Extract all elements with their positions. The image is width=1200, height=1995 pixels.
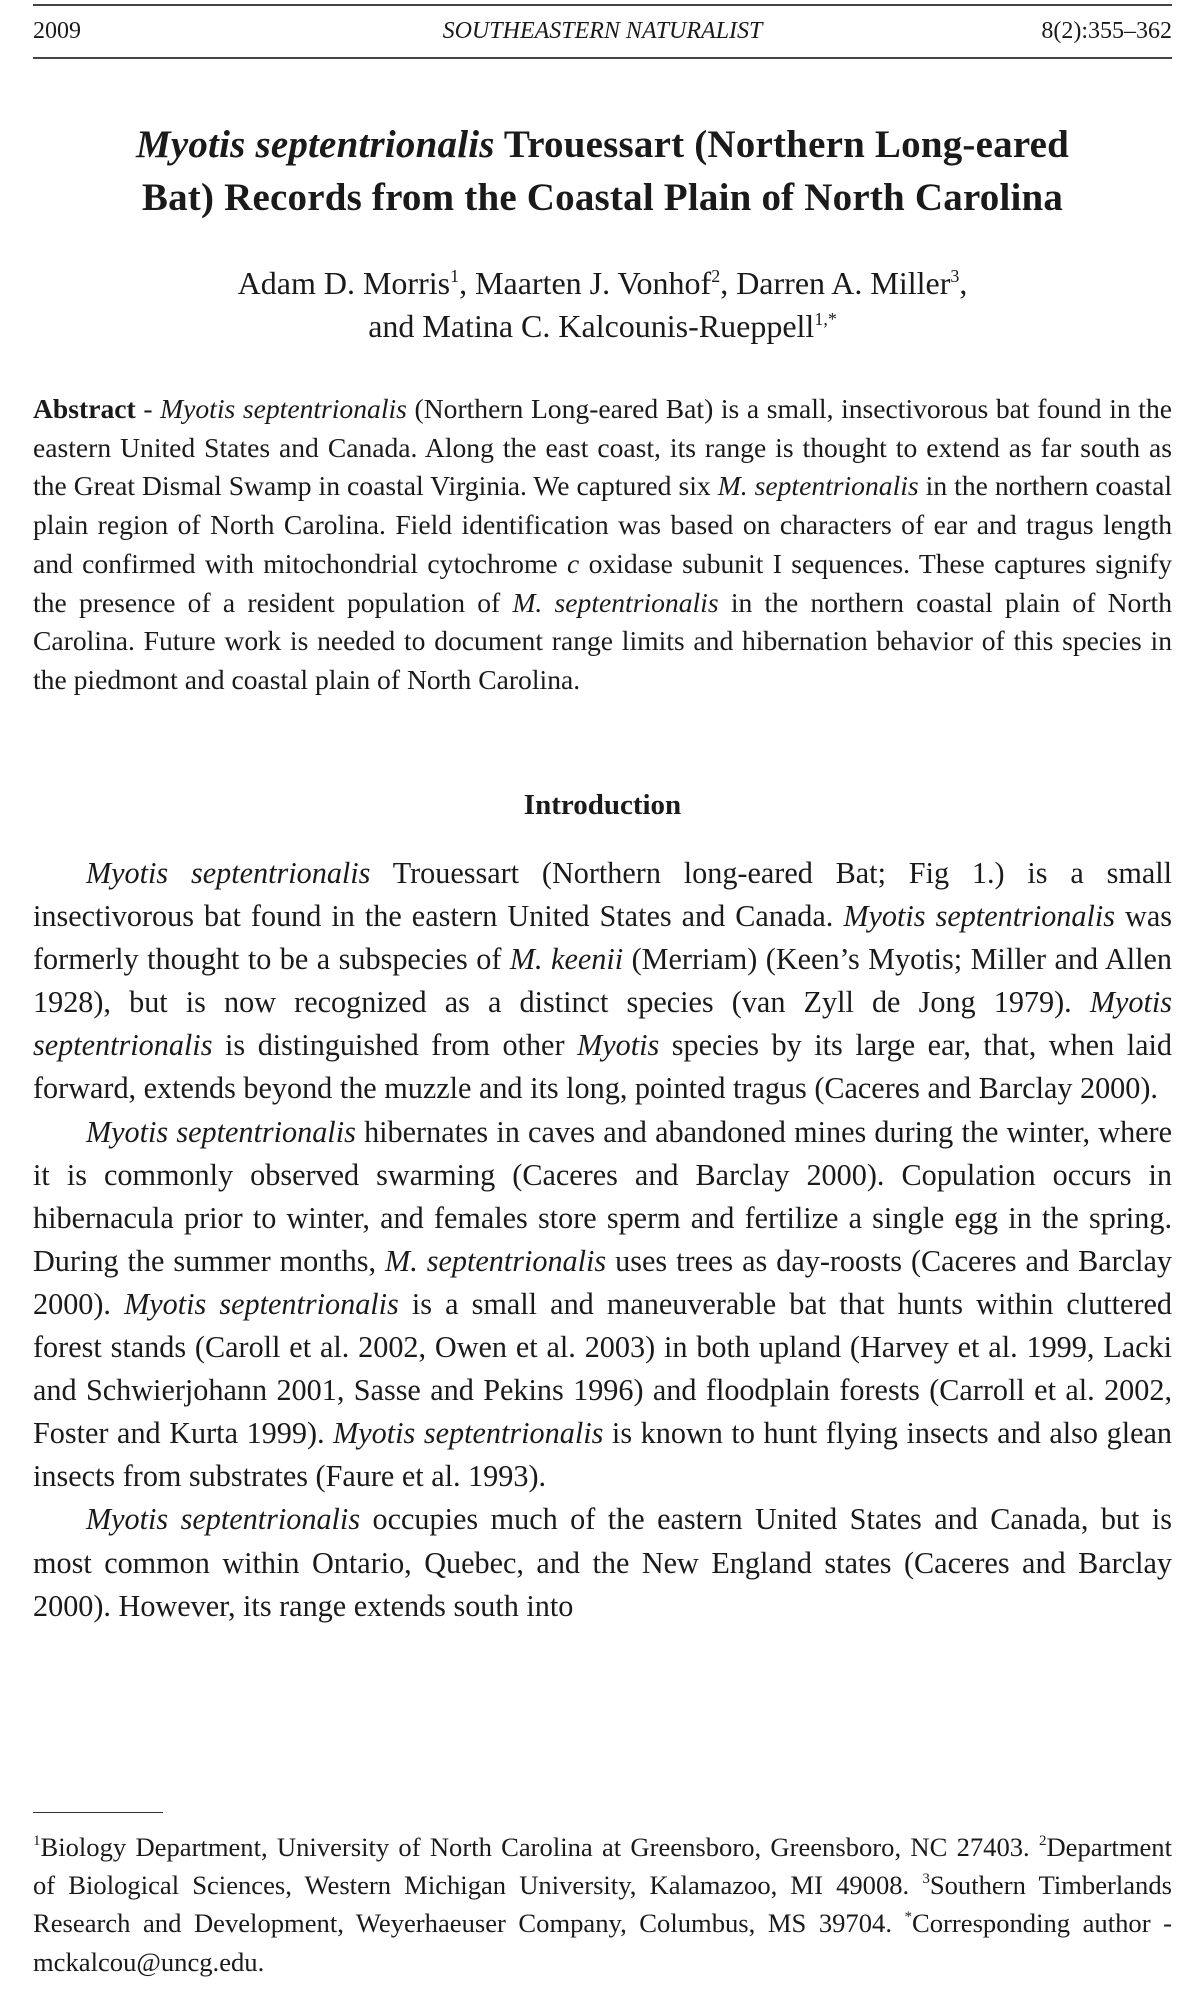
affiliation-marker: 3: [950, 266, 960, 286]
italic-term: Myotis septentrionalis: [333, 1416, 604, 1451]
running-head-year: 2009: [33, 18, 81, 44]
abstract: Abstract - Myotis septentrionalis (Northern Long-eared Bat) is a small, insectivorous bat found in the eastern United States and Canada. Along the east coast, its range is thought to extend as far south as the Great Dismal Swamp in coastal Virginia. We captured six M. septentrionalis in the northern coastal plain region of North Carolina. Field identification was based on characters of ear and tragus length and confirmed with mitochondrial cytochrome c oxidase subunit I sequences. These captures signify the presence of a resident population of M. septentrionalis in the northern coastal plain of North Carolina. Future work is needed to document range limits and hibernation behavior of this species in the piedmont and coastal plain of North Carolina.: [33, 393, 1173, 695]
header-top-rule: [33, 4, 1172, 6]
article-title: [33, 118, 1172, 224]
section-heading-introduction: Introduction: [523, 789, 682, 821]
author-3: and Matina C. Kalcounis-Rueppell$^{1,*}$: [368, 308, 837, 344]
author-1: Maarten J. Vonhof$^2$,: [475, 265, 737, 301]
running-head-journal: SOUTHEASTERN NATURALIST: [442, 18, 763, 44]
affiliation-marker: 1,*: [814, 309, 837, 329]
author-0: Adam D. Morris$^1$,: [237, 265, 476, 301]
author-list: [33, 262, 1172, 348]
footnote-2: $^3$Southern Timberlands Research and Development, Weyerhaeuser Company, Columbus, MS 39704.: [33, 1870, 1173, 1939]
running-head: [33, 14, 1172, 48]
footnote-0: $^1$Biology Department, University of North Carolina at Greensboro, Greensboro, NC 27403.: [33, 1832, 1039, 1862]
italic-term: Myotis septentrionalis: [86, 856, 371, 890]
italic-term: M. septentrionalis: [717, 470, 919, 502]
footnote-3: *Corresponding author - mckalcou@uncg.edu.: [33, 1908, 1172, 1977]
footnote-rule: [33, 1812, 163, 1813]
paragraph-1: Myotis septentrionalis hibernates in caves and abandoned mines during the winter, where it is commonly observed swarming (Caceres and Barclay 2000). Copulation occurs in hibernacula prior to winter, and females store sperm and fertilize a single egg in the spring. During the summer months, M. septentrionalis uses trees as day-roosts (Caceres and Barclay 2000). Myotis septentrionalis is a small and maneuverable bat that hunts within cluttered forest stands (Caroll et al. 2002, Owen et al. 2003) in both upland (Harvey et al. 1999, Lacki and Schwierjohann 2001, Sasse and Pekins 1996) and floodplain forests (Carroll et al. 2002, Foster and Kurta 1999). Myotis septentrionalis is known to hunt flying insects and also glean insects from substrates (Faure et al. 1993).: [33, 1114, 1173, 1494]
title-line2: Bat) Records from the Coastal Plain of North Carolina: [141, 176, 1064, 219]
italic-term: Myotis septentrionalis: [86, 1114, 356, 1149]
italic-term: c: [566, 547, 580, 579]
paragraph-2: Myotis septentrionalis occupies much of the eastern United States and Canada, but is most common within Ontario, Quebec, and the New England states (Caceres and Barclay 2000). However, its range extends south into: [33, 1502, 1173, 1623]
abstract-body: Myotis septentrionalis (Northern Long-eared Bat) is a small, insectivorous bat found in the eastern United States and Canada. Along the east coast, its range is thought to extend as far south as the Great Dismal Swamp in coastal Virginia. We captured six M. septentrionalis in the northern coastal plain region of North Carolina. Field identification was based on characters of ear and tragus length and confirmed with mitochondrial cytochrome c oxidase subunit I sequences. These captures signify the presence of a resident population of M. septentrionalis in the northern coastal plain of North Carolina. Future work is needed to document range limits and hibernation behavior of this species in the piedmont and coastal plain of North Carolina.: [33, 393, 1173, 695]
italic-term: M. septentrionalis: [512, 586, 719, 618]
italic-term: Myotis septentrionalis: [86, 1502, 361, 1537]
introduction-body: [33, 852, 1172, 1628]
running-head-volume-pages: 8(2):355–362: [1041, 18, 1172, 44]
paragraph-0: Myotis septentrionalis Trouessart (Northern long-eared Bat; Fig 1.) is a small insectivorous bat found in the eastern United States and Canada. Myotis septentrionalis was formerly thought to be a subspecies of M. keenii (Merriam) (Keen’s Myotis; Miller and Allen 1928), but is now recognized as a distinct species (van Zyll de Jong 1979). Myotis septentrionalis is distinguished from other Myotis species by its large ear, that, when laid forward, extends beyond the muzzle and its long, pointed tragus (Caceres and Barclay 2000).: [33, 856, 1172, 1106]
italic-term: Myotis septentrionalis: [160, 393, 407, 424]
italic-term: Myotis septentrionalis: [33, 985, 1172, 1063]
abstract-label: Abstract: [33, 393, 136, 424]
footnote-1: $^2$Department of Biological Sciences, Western Michigan University, Kalamazoo, MI 49008.: [33, 1832, 1172, 1901]
affiliation-marker: 2: [711, 266, 721, 286]
title-species: Myotis septentrionalis: [135, 123, 495, 166]
italic-term: Myotis: [577, 1028, 660, 1063]
affiliation-footnotes: [33, 1828, 1172, 1981]
italic-term: Myotis septentrionalis: [843, 899, 1116, 934]
author-2: Darren A. Miller$^3$,: [736, 265, 968, 301]
italic-term: M. septentrionalis: [385, 1243, 607, 1278]
italic-term: M. keenii: [509, 942, 624, 977]
affiliation-marker: 1: [450, 266, 460, 286]
header-bottom-rule: [33, 57, 1172, 59]
italic-term: Myotis septentrionalis: [124, 1286, 399, 1321]
title-line1-rest: Trouessart (Northern Long-eared: [494, 123, 1070, 166]
